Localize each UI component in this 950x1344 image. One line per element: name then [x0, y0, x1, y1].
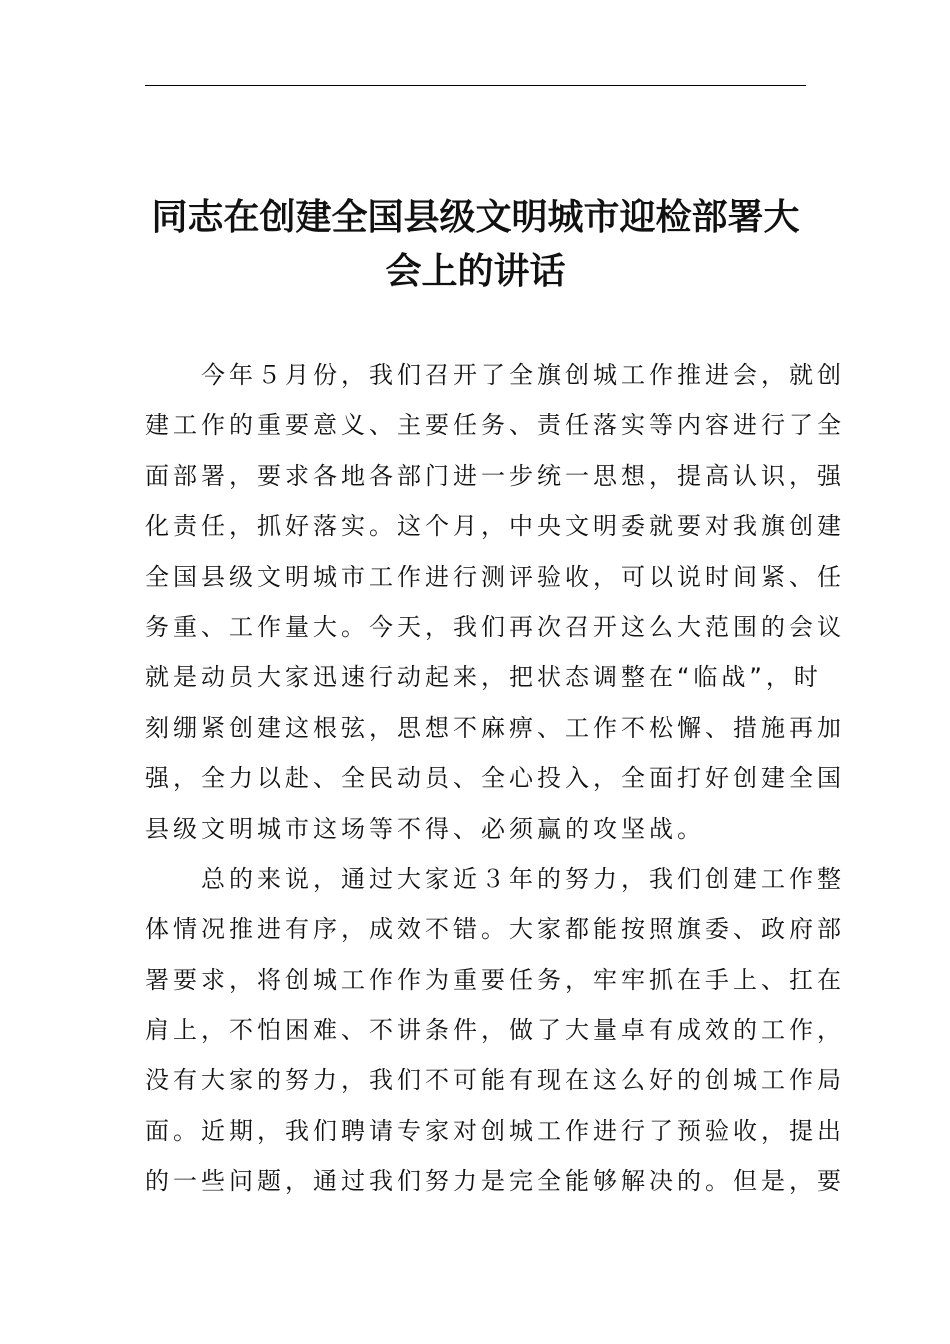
header-rule [145, 85, 806, 86]
paragraph-2 [145, 854, 845, 1207]
paragraph-line: 化责任，抓好落实。这个月，中央文明委就要对我旗创建 [145, 512, 845, 541]
paragraph-line: 务重、工作量大。今天，我们再次召开这么大范围的会议 [145, 612, 845, 641]
paragraph-line: 总的来说，通过大家近３年的努力，我们创建工作整 [201, 864, 845, 893]
paragraph-line: 刻绷紧创建这根弦，思想不麻痹、工作不松懈、措施再加 [145, 713, 845, 742]
paragraph-line: 的一些问题，通过我们努力是完全能够解决的。但是，要 [145, 1167, 845, 1196]
paragraph-line: 体情况推进有序，成效不错。大家都能按照旗委、政府部 [145, 915, 845, 944]
paragraph-line: 全国县级文明城市工作进行测评验收，可以说时间紧、任 [145, 562, 845, 591]
document-title [145, 190, 806, 298]
paragraph-line: 今年５月份，我们召开了全旗创城工作推进会，就创 [201, 361, 845, 389]
paragraph-line: 没有大家的努力，我们不可能有现在这么好的创城工作局 [145, 1066, 845, 1095]
paragraph-line: 署要求，将创城工作作为重要任务，牢牢抓在手上、扛在 [145, 965, 845, 994]
paragraph-line: 肩上，不怕困难、不讲条件，做了大量卓有成效的工作， [145, 1016, 845, 1045]
paragraph-line: 就是动员大家迅速行动起来，把状态调整在“临战”，时 [145, 663, 822, 692]
paragraph-line: 县级文明城市这场等不得、必须赢的攻坚战。 [145, 814, 705, 843]
paragraph-line: 面。近期，我们聘请专家对创城工作进行了预验收，提出 [145, 1116, 845, 1145]
title-line-2: 会上的讲话 [385, 250, 566, 292]
document-body [145, 350, 845, 1207]
paragraph-1 [145, 350, 845, 854]
title-line-1: 同志在创建全国县级文明城市迎检部署大 [151, 196, 800, 238]
paragraph-line: 建工作的重要意义、主要任务、责任落实等内容进行了全 [145, 411, 845, 440]
paragraph-line: 强，全力以赴、全民动员、全心投入，全面打好创建全国 [145, 764, 845, 793]
paragraph-line: 面部署，要求各地各部门进一步统一思想，提高认识，强 [145, 461, 845, 490]
